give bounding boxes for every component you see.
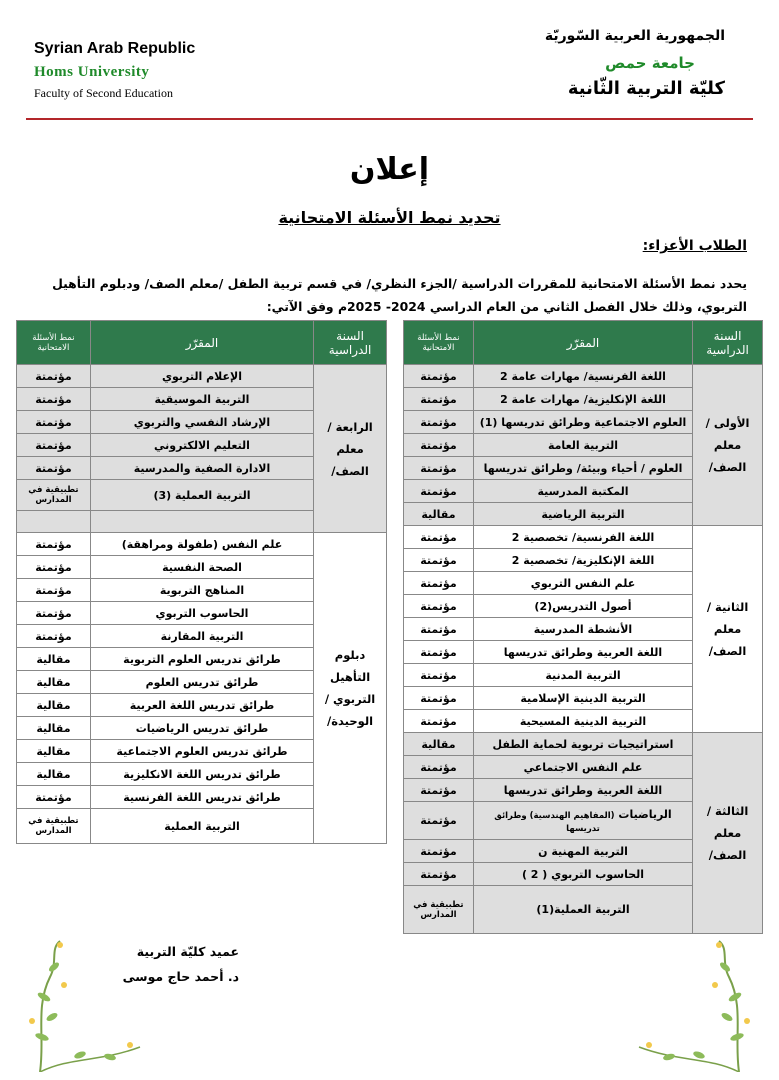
course-cell: التربية العامة bbox=[473, 434, 692, 457]
course-cell: اللغة الفرنسية/ مهارات عامة 2 bbox=[473, 365, 692, 388]
column-header-course: المقرّر bbox=[473, 321, 692, 365]
exam-type-cell: مؤتمتة bbox=[404, 572, 474, 595]
course-cell bbox=[473, 802, 692, 840]
course-cell: التعليم الالكتروني bbox=[90, 434, 313, 457]
exam-type-cell: مؤتمتة bbox=[404, 664, 474, 687]
course-cell: طرائق تدريس العلوم الاجتماعية bbox=[90, 740, 313, 763]
exam-type-cell: مقالية bbox=[404, 503, 474, 526]
course-cell: التربية العملية(1) bbox=[473, 886, 692, 934]
course-cell bbox=[90, 511, 313, 533]
course-cell: طرائق تدريس اللغة الفرنسية bbox=[90, 786, 313, 809]
exam-type-cell: مؤتمتة bbox=[404, 549, 474, 572]
exam-type-cell: مؤتمتة bbox=[17, 434, 91, 457]
course-cell: أصول التدريس(2) bbox=[473, 595, 692, 618]
year-cell: الرابعة /معلم الصف/ bbox=[314, 365, 387, 533]
table-row bbox=[404, 365, 763, 388]
course-cell: الإرشاد النفسي والتربوي bbox=[90, 411, 313, 434]
exam-type-cell: مقالية bbox=[404, 733, 474, 756]
year-cell: الثالثة /معلم الصف/ bbox=[693, 733, 763, 934]
course-cell: الأنشطة المدرسية bbox=[473, 618, 692, 641]
exam-type-cell: مؤتمتة bbox=[404, 388, 474, 411]
course-cell: اللغة العربية وطرائق تدريسها bbox=[473, 641, 692, 664]
page-subtitle: تحديد نمط الأسئلة الامتحانية bbox=[278, 208, 501, 227]
exam-type-cell: تطبيقية في المدارس bbox=[404, 886, 474, 934]
course-cell: علم النفس (طفولة ومراهقة) bbox=[90, 533, 313, 556]
header-arabic bbox=[545, 28, 725, 99]
exam-type-cell: تطبيقية في المدارس bbox=[17, 480, 91, 511]
exam-type-cell: مؤتمتة bbox=[404, 480, 474, 503]
exam-type-cell: مقالية bbox=[17, 648, 91, 671]
course-cell: التربية الدينية الإسلامية bbox=[473, 687, 692, 710]
course-cell: اللغة الإنكليزية/ مهارات عامة 2 bbox=[473, 388, 692, 411]
exam-type-cell: مؤتمتة bbox=[404, 840, 474, 863]
course-cell: الحاسوب التربوي bbox=[90, 602, 313, 625]
floral-vine-right-icon bbox=[629, 937, 759, 1072]
exam-type-cell bbox=[17, 511, 91, 533]
column-header-exam: نمط الأسئلة الامتحانية bbox=[17, 321, 91, 365]
course-cell: التربية الموسيقية bbox=[90, 388, 313, 411]
column-header-exam: نمط الأسئلة الامتحانية bbox=[404, 321, 474, 365]
exam-type-cell: مقالية bbox=[17, 671, 91, 694]
exam-type-cell: مؤتمتة bbox=[17, 579, 91, 602]
exam-type-cell: مؤتمتة bbox=[404, 411, 474, 434]
exam-type-cell: مقالية bbox=[17, 694, 91, 717]
exam-type-cell: مؤتمتة bbox=[404, 526, 474, 549]
exam-type-cell: مؤتمتة bbox=[17, 533, 91, 556]
year-cell: دبلوم التأهيل التربوي /الوحيدة/ bbox=[314, 533, 387, 844]
course-cell: طرائق تدريس الرياضيات bbox=[90, 717, 313, 740]
course-cell: الادارة الصفية والمدرسية bbox=[90, 457, 313, 480]
exam-type-cell: مؤتمتة bbox=[17, 388, 91, 411]
exam-type-cell: مؤتمتة bbox=[404, 687, 474, 710]
course-cell: الإعلام التربوي bbox=[90, 365, 313, 388]
exam-type-cell: مؤتمتة bbox=[404, 756, 474, 779]
course-cell: اللغة الإنكليزية/ تخصصية 2 bbox=[473, 549, 692, 572]
signature-name: د. أحمد حاج موسى bbox=[122, 969, 239, 984]
exam-type-cell: مؤتمتة bbox=[404, 434, 474, 457]
course-cell: العلوم الاجتماعية وطرائق تدريسها (1) bbox=[473, 411, 692, 434]
exam-type-cell: مؤتمتة bbox=[17, 786, 91, 809]
header-en-country: Syrian Arab Republic bbox=[34, 40, 196, 57]
exam-type-cell: مؤتمتة bbox=[404, 365, 474, 388]
course-cell: المكتبة المدرسية bbox=[473, 480, 692, 503]
course-cell: التربية الرياضية bbox=[473, 503, 692, 526]
course-cell: طرائق تدريس اللغة العربية bbox=[90, 694, 313, 717]
exam-type-cell: مؤتمتة bbox=[404, 802, 474, 840]
header-en-faculty: Faculty of Second Education bbox=[34, 86, 173, 100]
exam-type-cell: مؤتمتة bbox=[17, 411, 91, 434]
course-cell: استراتيجيات تربوية لحماية الطفل bbox=[473, 733, 692, 756]
course-cell: الصحة النفسية bbox=[90, 556, 313, 579]
course-cell: المناهج التربوية bbox=[90, 579, 313, 602]
exam-type-cell: مقالية bbox=[17, 717, 91, 740]
year-cell: الثانية /معلم الصف/ bbox=[693, 526, 763, 733]
column-header-year: السنة الدراسية bbox=[314, 321, 387, 365]
exam-type-cell: مؤتمتة bbox=[17, 457, 91, 480]
exam-type-cell: مؤتمتة bbox=[404, 595, 474, 618]
page-title: إعلان bbox=[349, 152, 430, 187]
table-row bbox=[17, 533, 387, 556]
course-note: (المفاهيم الهندسية) وطرائق تدريسها bbox=[494, 810, 615, 834]
exam-type-cell: مؤتمتة bbox=[404, 710, 474, 733]
header-divider bbox=[26, 118, 753, 120]
year-cell: الأولى /معلم الصف/ bbox=[693, 365, 763, 526]
column-header-year: السنة الدراسية bbox=[693, 321, 763, 365]
course-cell: طرائق تدريس اللغة الانكليزية bbox=[90, 763, 313, 786]
header-ar-country: الجمهورية العربية السّوريّة bbox=[544, 28, 725, 44]
header-en-university: Homs University bbox=[34, 64, 150, 80]
exam-type-cell: مؤتمتة bbox=[404, 457, 474, 480]
course-cell: الحاسوب التربوي ( 2 ) bbox=[473, 863, 692, 886]
exam-type-cell: مؤتمتة bbox=[404, 863, 474, 886]
table-row bbox=[404, 733, 763, 756]
exam-type-cell: مؤتمتة bbox=[404, 779, 474, 802]
course-name: الرياضيات bbox=[618, 807, 672, 821]
course-cell: العلوم / أحياء وبيئة/ وطرائق تدريسها bbox=[473, 457, 692, 480]
header-english bbox=[34, 40, 195, 101]
course-cell: علم النفس الاجتماعي bbox=[473, 756, 692, 779]
exam-type-cell: مؤتمتة bbox=[404, 618, 474, 641]
header-ar-university: جامعة حمص bbox=[605, 54, 695, 72]
exam-type-cell: مؤتمتة bbox=[17, 556, 91, 579]
exam-type-cell: مؤتمتة bbox=[17, 625, 91, 648]
course-cell: التربية المهنية ن bbox=[473, 840, 692, 863]
intro-paragraph: يحدد نمط الأسئلة الامتحانية للمقررات الدراسية /الجزء النظري/ في قسم تربية الطفل /معلم الصف/ ودبلوم التأهيل التربوي، وذلك خلال الفصل الثاني من العام الدراسي 2024- 2025م وفق الآتي: bbox=[52, 276, 747, 314]
exam-table-years-1-3 bbox=[403, 320, 763, 934]
greeting: الطلاب الأعزاء: bbox=[642, 238, 747, 254]
course-cell: اللغة الفرنسية/ تخصصية 2 bbox=[473, 526, 692, 549]
header-ar-faculty: كليّة التربية الثّانية bbox=[567, 78, 725, 99]
course-cell: التربية العملية bbox=[90, 809, 313, 844]
course-cell: التربية العملية (3) bbox=[90, 480, 313, 511]
column-header-course: المقرّر bbox=[90, 321, 313, 365]
exam-type-cell: مقالية bbox=[17, 763, 91, 786]
course-cell: طرائق تدريس العلوم التربوية bbox=[90, 648, 313, 671]
exam-type-cell: مؤتمتة bbox=[17, 602, 91, 625]
exam-type-cell: مؤتمتة bbox=[404, 641, 474, 664]
course-cell: التربية الدينية المسيحية bbox=[473, 710, 692, 733]
floral-vine-left-icon bbox=[20, 937, 150, 1072]
course-cell: اللغة العربية وطرائق تدريسها bbox=[473, 779, 692, 802]
signature-role: عميد كليّة التربية bbox=[136, 944, 239, 959]
course-cell: التربية المدنية bbox=[473, 664, 692, 687]
exam-type-cell: تطبيقية في المدارس bbox=[17, 809, 91, 844]
table-row bbox=[404, 526, 763, 549]
course-cell: التربية المقارنة bbox=[90, 625, 313, 648]
course-cell: علم النفس التربوي bbox=[473, 572, 692, 595]
table-row bbox=[17, 365, 387, 388]
exam-type-cell: مقالية bbox=[17, 740, 91, 763]
exam-type-cell: مؤتمتة bbox=[17, 365, 91, 388]
exam-table-year-4-diploma bbox=[16, 320, 387, 844]
course-cell: طرائق تدريس العلوم bbox=[90, 671, 313, 694]
